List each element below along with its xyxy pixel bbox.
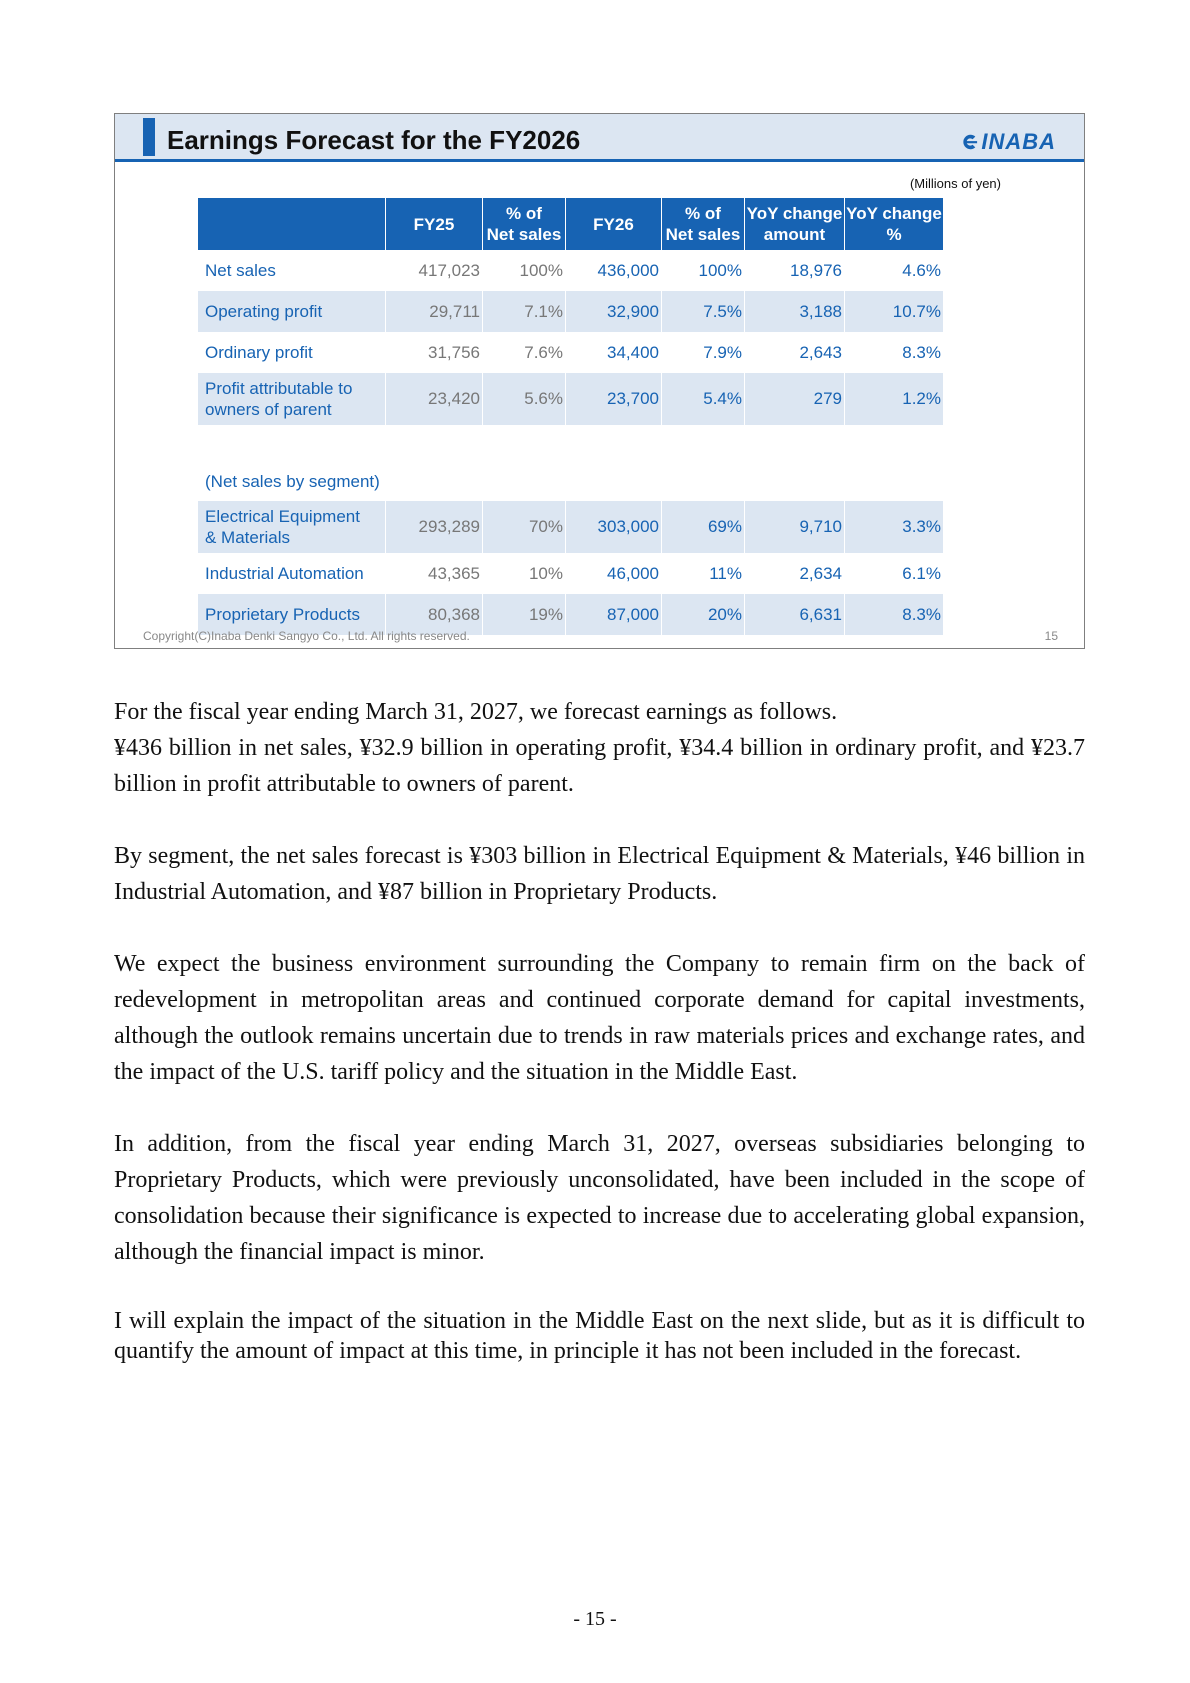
cell-yoy-pct: 8.3%	[844, 332, 943, 373]
table-header-row	[198, 198, 943, 250]
table-row	[198, 373, 943, 425]
cell-pct26: 7.9%	[661, 332, 744, 373]
cell-pct25: 100%	[482, 250, 565, 291]
cell-yoy-pct: 1.2%	[844, 373, 943, 425]
cell-yoy-pct: 8.3%	[844, 594, 943, 635]
cell-pct25: 7.6%	[482, 332, 565, 373]
slide	[114, 113, 1085, 649]
cell-fy25: 43,365	[385, 553, 482, 594]
cell-yoy-amount: 18,976	[744, 250, 844, 291]
row-label: Proprietary Products	[198, 594, 385, 635]
cell-yoy-amount: 2,634	[744, 553, 844, 594]
cell-fy25: 31,756	[385, 332, 482, 373]
paragraph-3: We expect the business environment surrounding the Company to remain firm on the back of redevelopment in metropolitan areas and continued corporate demand for capital investments, although the outlook remains uncertain due to trends in raw materials prices and exchange rates, and the impact of the U.S. tariff policy and the situation in the Middle East.	[114, 951, 1085, 1085]
row-label: Profit attributable to owners of parent	[198, 373, 385, 425]
cell-fy26: 436,000	[565, 250, 661, 291]
cell-yoy-amount: 3,188	[744, 291, 844, 332]
segment-heading: (Net sales by segment)	[205, 472, 380, 491]
header-fy25: FY25	[385, 198, 482, 250]
copyright-notice: Copyright(C)Inaba Denki Sangyo Co., Ltd. All rights reserved.	[143, 629, 470, 643]
paragraph-2: By segment, the net sales forecast is ¥303 billion in Electrical Equipment & Materials, ¥46 billion in Industrial Automation, and ¥87 billion in Proprietary Products.	[114, 843, 1085, 905]
cell-fy26: 46,000	[565, 553, 661, 594]
logo-text: INABA	[981, 129, 1056, 154]
table-row	[198, 553, 943, 594]
cell-fy25: 80,368	[385, 594, 482, 635]
cell-yoy-pct: 6.1%	[844, 553, 943, 594]
row-label: Operating profit	[198, 291, 385, 332]
cell-fy26: 87,000	[565, 594, 661, 635]
earnings-table	[198, 198, 943, 635]
cell-fy25: 293,289	[385, 501, 482, 553]
cell-yoy-pct: 10.7%	[844, 291, 943, 332]
slide-number: 15	[1044, 629, 1058, 643]
cell-yoy-pct: 3.3%	[844, 501, 943, 553]
cell-pct26: 7.5%	[661, 291, 744, 332]
row-label: Industrial Automation	[205, 564, 364, 583]
cell-pct25: 10%	[482, 553, 565, 594]
table-row	[198, 250, 943, 291]
header-pct25: % of Net sales	[482, 198, 565, 250]
cell-yoy-amount: 9,710	[744, 501, 844, 553]
cell-pct25: 19%	[482, 594, 565, 635]
slide-header	[115, 114, 1084, 162]
header-fy26: FY26	[565, 198, 661, 250]
header-blank	[198, 198, 385, 250]
cell-fy26: 32,900	[565, 291, 661, 332]
units-note: (Millions of yen)	[909, 176, 1001, 191]
cell-fy25: 417,023	[385, 250, 482, 291]
slide-title: Earnings Forecast for the FY2026	[167, 125, 581, 155]
cell-pct26: 69%	[661, 501, 744, 553]
cell-fy25: 29,711	[385, 291, 482, 332]
commentary	[114, 694, 1085, 1366]
cell-fy26: 23,700	[565, 373, 661, 425]
header-yoy-amount: YoY change amount	[744, 198, 844, 250]
segment-heading-row	[198, 425, 943, 501]
cell-pct25: 7.1%	[482, 291, 565, 332]
cell-fy26: 303,000	[565, 501, 661, 553]
row-label: Net sales	[205, 261, 276, 280]
cell-fy26: 34,400	[565, 332, 661, 373]
table-row	[198, 291, 943, 332]
cell-pct26: 20%	[661, 594, 744, 635]
title-accent-bar	[143, 118, 155, 156]
cell-pct26: 100%	[661, 250, 744, 291]
cell-pct26: 11%	[661, 553, 744, 594]
cell-pct26: 5.4%	[661, 373, 744, 425]
cell-yoy-amount: 6,631	[744, 594, 844, 635]
cell-yoy-pct: 4.6%	[844, 250, 943, 291]
header-pct26: % of Net sales	[661, 198, 744, 250]
inaba-logo-icon	[960, 133, 978, 151]
table-row	[198, 501, 943, 553]
paragraph-4: In addition, from the fiscal year ending March 31, 2027, overseas subsidiaries belonging to Proprietary Products, which were previously unconsolidated, have been included in the scope of consolidation because their significance is expected to increase due to accelerating global expansion, although the financial impact is minor.	[114, 1131, 1085, 1265]
cell-fy25: 23,420	[385, 373, 482, 425]
cell-yoy-amount: 279	[744, 373, 844, 425]
paragraph-5: I will explain the impact of the situation in the Middle East on the next slide, but as it is difficult to quantify the amount of impact at this time, in principle it has not been included in the forecast.	[114, 1308, 1085, 1364]
paragraph-1: For the fiscal year ending March 31, 2027, we forecast earnings as follows. ¥436 billion in net sales, ¥32.9 billion in operating profit, ¥34.4 billion in ordinary profit, and ¥23.7 billion in profit attributable to owners of parent.	[114, 699, 1085, 797]
cell-yoy-amount: 2,643	[744, 332, 844, 373]
company-logo	[960, 131, 1056, 153]
page-number: - 15 -	[573, 1608, 617, 1630]
header-yoy-pct: YoY change %	[844, 198, 943, 250]
row-label: Electrical Equipment & Materials	[198, 501, 385, 553]
cell-pct25: 70%	[482, 501, 565, 553]
table-row	[198, 332, 943, 373]
cell-pct25: 5.6%	[482, 373, 565, 425]
row-label: Ordinary profit	[205, 343, 313, 362]
